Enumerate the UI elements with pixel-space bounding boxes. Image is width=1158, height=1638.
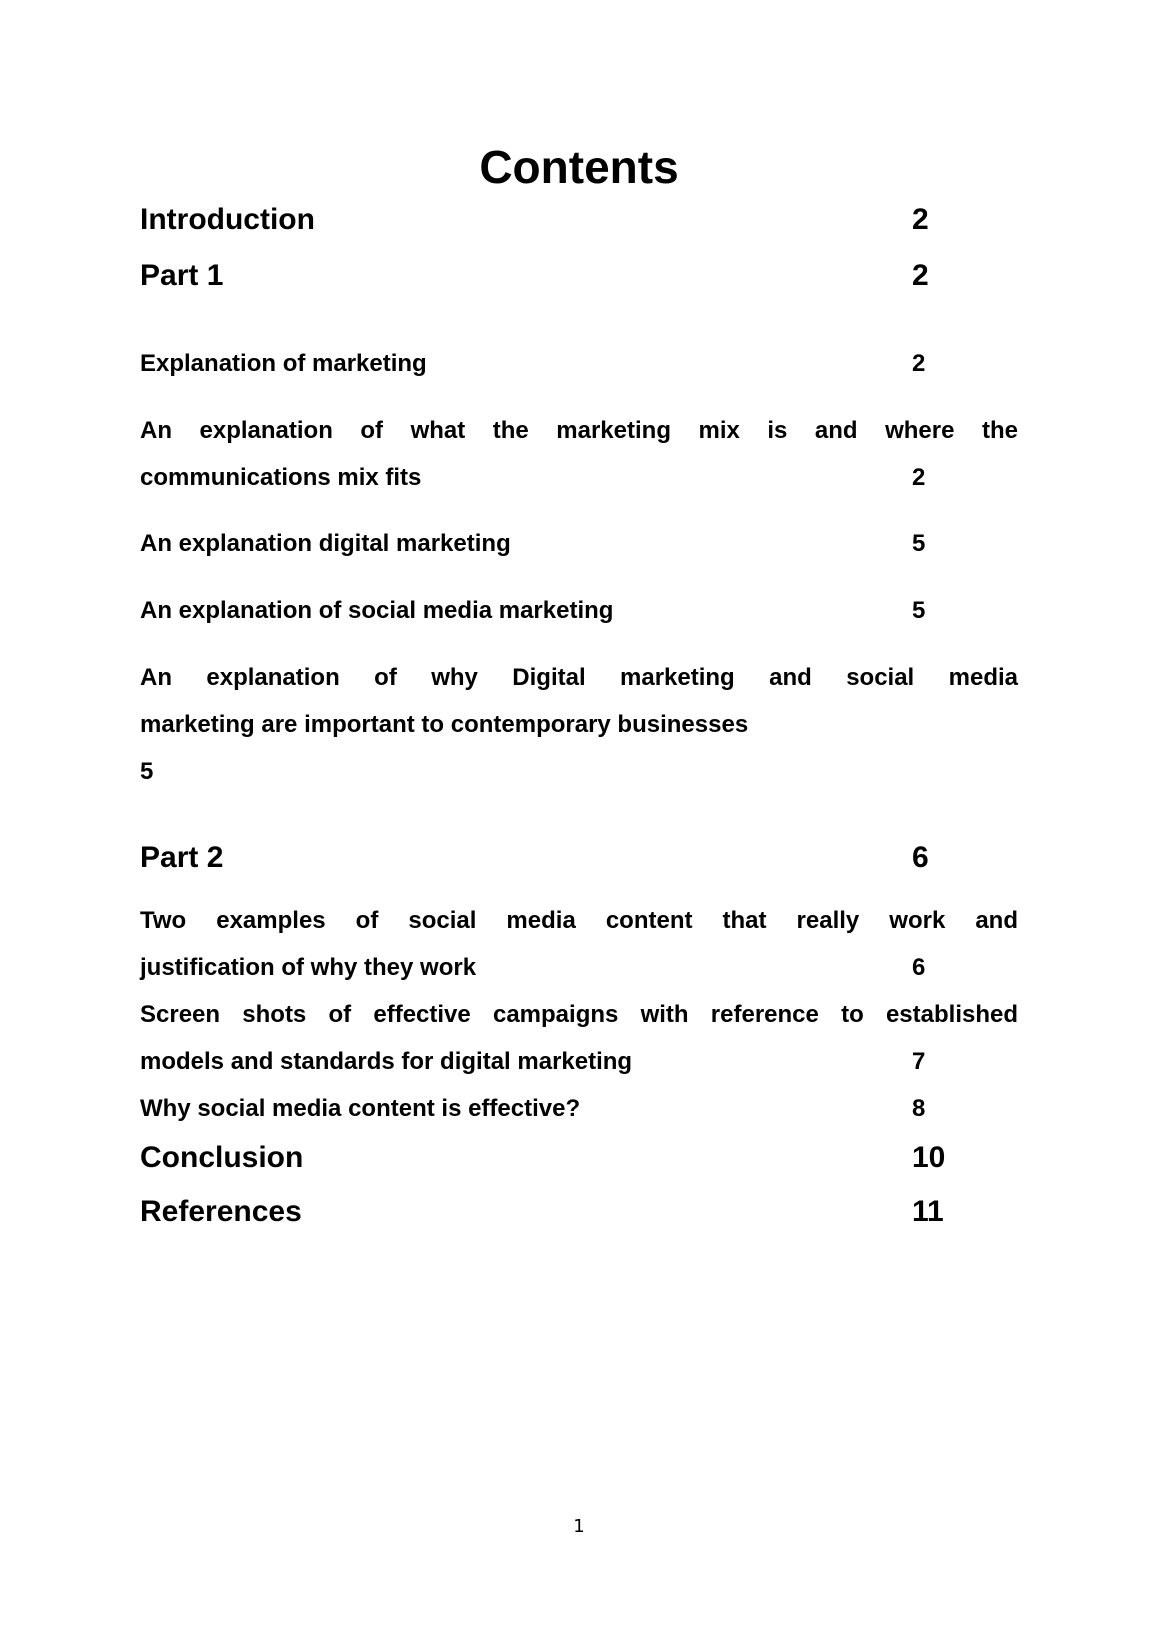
toc-page-two-examples: 6 xyxy=(912,954,926,981)
toc-entry-social-media-marketing[interactable]: An explanation of social media marketing xyxy=(140,597,614,624)
toc-entry-marketing-mix-line2[interactable]: communications mix fits xyxy=(140,464,422,491)
toc-entry-digital-marketing[interactable]: An explanation digital marketing xyxy=(140,530,511,557)
toc-entry-two-examples-line1[interactable]: Two examples of social media content that really work and xyxy=(140,907,1018,934)
toc-entry-why-effective[interactable]: Why social media content is effective? xyxy=(140,1095,581,1122)
toc-page-explanation-marketing: 2 xyxy=(912,350,926,377)
toc-page-conclusion: 10 xyxy=(912,1141,946,1174)
toc-entry-references[interactable]: References xyxy=(140,1195,302,1228)
page-number: 1 xyxy=(573,1516,585,1537)
toc-page-why-important: 5 xyxy=(140,758,154,785)
toc-entry-why-important-line1[interactable]: An explanation of why Digital marketing and social media xyxy=(140,664,1018,691)
toc-page-screen-shots: 7 xyxy=(912,1048,926,1075)
toc-entry-part2[interactable]: Part 2 xyxy=(140,841,224,874)
toc-entry-explanation-marketing[interactable]: Explanation of marketing xyxy=(140,350,427,377)
toc-entry-marketing-mix-line1[interactable]: An explanation of what the marketing mix is and where the xyxy=(140,417,1018,444)
toc-page-introduction: 2 xyxy=(912,203,929,236)
toc-page-part2: 6 xyxy=(912,841,929,874)
toc-entry-introduction[interactable]: Introduction xyxy=(140,203,315,236)
toc-page-digital-marketing: 5 xyxy=(912,530,926,557)
toc-entry-part1[interactable]: Part 1 xyxy=(140,259,224,292)
toc-entry-two-examples-line2[interactable]: justification of why they work xyxy=(140,954,477,981)
toc-page-part1: 2 xyxy=(912,259,929,292)
toc-page-why-effective: 8 xyxy=(912,1095,926,1122)
toc-page-references: 11 xyxy=(912,1195,944,1228)
toc-entry-screen-shots-line1[interactable]: Screen shots of effective campaigns with reference to established xyxy=(140,1001,1018,1028)
page-title: Contents xyxy=(479,141,679,193)
toc-entry-why-important-line2[interactable]: marketing are important to contemporary businesses xyxy=(140,711,749,738)
toc-page-social-media-marketing: 5 xyxy=(912,597,926,624)
toc-entry-screen-shots-line2[interactable]: models and standards for digital marketing xyxy=(140,1048,633,1075)
toc-page-marketing-mix: 2 xyxy=(912,464,926,491)
toc-entry-conclusion[interactable]: Conclusion xyxy=(140,1141,304,1174)
